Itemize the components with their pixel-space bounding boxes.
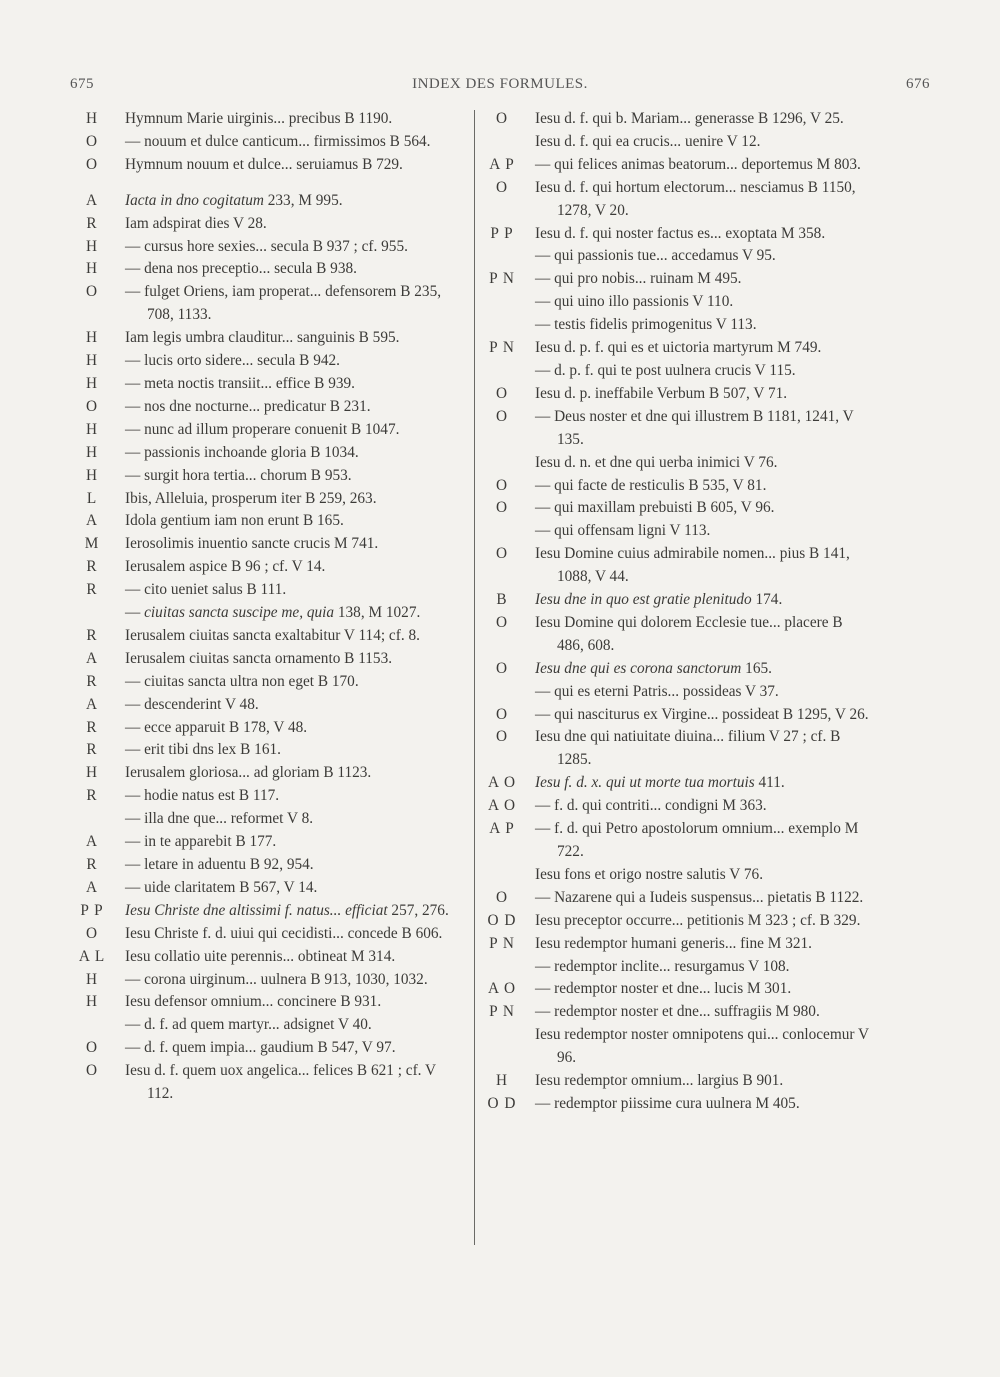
entry-type-tag: R	[86, 558, 98, 576]
entry-type-tag: O	[85, 155, 99, 173]
entry-type-tag: O	[495, 545, 509, 563]
index-entry	[482, 223, 870, 246]
index-entry	[72, 108, 464, 131]
entry-type-tag: P P	[490, 224, 514, 242]
index-entry	[482, 452, 870, 475]
entry-text: — qui nasciturus ex Virgine... possideat B 1295, V 26.	[535, 705, 869, 723]
index-entry	[482, 337, 870, 360]
entry-text: Iesu redemptor humani generis... fine M 321.	[535, 934, 812, 952]
entry-text: Iesu collatio uite perennis... obtineat M 314.	[125, 947, 396, 965]
entry-text: Iam adspirat dies V 28.	[125, 214, 267, 232]
entry-type-tag: A	[85, 512, 99, 530]
entry-type-tag: O	[495, 384, 509, 402]
entry-type-tag: P N	[489, 1003, 515, 1021]
entry-text: — passionis inchoande gloria B 1034.	[125, 443, 359, 461]
entry-type-tag: H	[85, 970, 99, 988]
entry-type-tag: A O	[487, 774, 517, 792]
entry-type-tag: H	[85, 110, 99, 127]
entry-text: Iesu d. n. et dne qui uerba inimici V 76.	[535, 453, 778, 471]
entry-type-tag: R	[86, 672, 98, 690]
entry-text: — uide claritatem B 567, V 14.	[125, 878, 318, 896]
entry-type-tag: A P	[489, 820, 515, 838]
entry-text: Iesu d. p. ineffabile Verbum B 507, V 71.	[535, 384, 788, 402]
entry-type-tag: H	[85, 374, 99, 392]
index-entry	[72, 465, 464, 488]
entry-type-tag: H	[495, 1072, 509, 1090]
index-entry	[72, 190, 464, 213]
index-entry	[72, 991, 464, 1014]
entry-text: Iesu fons et origo nostre salutis V 76.	[535, 865, 764, 883]
entry-text: — ciuitas sancta suscipe me, quia 138, M 1027.	[125, 604, 421, 622]
entry-text: — nunc ad illum properare conuenit B 1047.	[125, 420, 400, 438]
index-entry	[482, 956, 870, 979]
page-number-right: 676	[906, 76, 930, 92]
index-entry	[72, 442, 464, 465]
entry-type-tag: O D	[487, 911, 517, 929]
index-entry	[72, 808, 464, 831]
index-entry	[482, 314, 870, 337]
running-header	[70, 76, 930, 98]
section-gap	[72, 177, 464, 190]
index-entry	[72, 625, 464, 648]
entry-text: Iesu Christe f. d. uiui qui cecidisti... concede B 606.	[125, 924, 443, 942]
index-entry	[72, 1060, 464, 1106]
page-title: INDEX DES FORMULES.	[412, 76, 588, 92]
index-entry	[482, 1001, 870, 1024]
entry-type-tag: P N	[489, 270, 515, 288]
index-entry	[72, 488, 464, 511]
index-entry	[482, 383, 870, 406]
entry-type-tag: O D	[487, 1094, 517, 1112]
entry-text: Ierosolimis inuentio sancte crucis M 741.	[125, 535, 379, 553]
entry-type-tag: O	[495, 888, 509, 906]
index-entry	[482, 612, 870, 658]
index-entry	[482, 910, 870, 933]
entry-type-tag: R	[86, 718, 98, 736]
index-entry	[482, 658, 870, 681]
entry-type-tag: O	[495, 659, 509, 677]
entry-text: Iesu dne qui es corona sanctorum 165.	[535, 659, 772, 677]
entry-text: — f. d. qui contriti... condigni M 363.	[535, 797, 767, 815]
index-entry	[482, 589, 870, 612]
entry-type-tag: A	[85, 878, 99, 896]
entry-type-tag: R	[86, 787, 98, 805]
index-entry	[482, 291, 870, 314]
entry-type-tag: O	[495, 705, 509, 723]
entry-type-tag: O	[495, 499, 509, 517]
index-entry	[72, 648, 464, 671]
entry-text: Iesu redemptor noster omnipotens qui... conlocemur V 96.	[535, 1026, 869, 1067]
entry-text: — hodie natus est B 117.	[125, 787, 280, 805]
index-entry	[482, 268, 870, 291]
index-entry	[482, 933, 870, 956]
entry-type-tag: A O	[487, 980, 517, 998]
index-entry	[72, 831, 464, 854]
index-entry	[72, 900, 464, 923]
entry-text: — letare in aduentu B 92, 954.	[125, 856, 314, 873]
index-entry	[72, 419, 464, 442]
entry-type-tag: H	[85, 993, 99, 1011]
index-entry	[72, 694, 464, 717]
entry-text: — nos dne nocturne... predicatur B 231.	[125, 397, 371, 415]
entry-text: Iesu redemptor omnium... largius B 901.	[535, 1072, 784, 1090]
entry-text: — qui es eterni Patris... possideas V 37.	[535, 682, 779, 700]
entry-type-tag: O	[495, 407, 509, 425]
right-column	[482, 108, 870, 1116]
entry-text: Iesu Domine cuius admirabile nomen... pius B 141, 1088, V 44.	[535, 545, 850, 586]
entry-text: — qui maxillam prebuisti B 605, V 96.	[535, 499, 775, 517]
entry-text: Iesu d. p. f. qui es et uictoria martyrum M 749.	[535, 339, 822, 357]
index-entry	[482, 772, 870, 795]
entry-type-tag: H	[85, 764, 99, 782]
entry-type-tag: H	[85, 420, 99, 438]
index-entry	[482, 475, 870, 498]
entry-type-tag: L	[86, 489, 98, 507]
entry-text: — in te apparebit B 177.	[125, 833, 277, 851]
index-entry	[72, 762, 464, 785]
entry-text: — qui felices animas beatorum... deportemus M 803.	[535, 155, 861, 173]
index-entry	[482, 406, 870, 452]
entry-type-tag: O	[495, 613, 509, 631]
entry-type-tag: P N	[489, 934, 515, 952]
entry-text: — qui offensam ligni V 113.	[535, 522, 711, 540]
entry-text: — meta noctis transiit... effice B 939.	[125, 374, 355, 392]
entry-type-tag: R	[86, 581, 98, 599]
entry-type-tag: O	[85, 283, 99, 301]
index-entry	[72, 579, 464, 602]
entry-text: Iesu dne qui natiuitate diuina... filium V 27 ; cf. B 1285.	[535, 728, 841, 769]
entry-text: — nouum et dulce canticum... firmissimos B 564.	[125, 132, 431, 150]
entry-text: — ecce apparuit B 178, V 48.	[125, 718, 308, 736]
entry-type-tag: P N	[489, 339, 515, 357]
entry-text: Hymnum nouum et dulce... seruiamus B 729.	[125, 155, 403, 173]
entry-text: Hymnum Marie uirginis... precibus B 1190.	[125, 110, 393, 127]
entry-type-tag: O	[85, 1039, 99, 1057]
entry-type-tag: O	[495, 178, 509, 196]
index-entry	[72, 854, 464, 877]
entry-text: Iacta in dno cogitatum 233, M 995.	[125, 191, 343, 209]
index-entry	[72, 281, 464, 327]
index-entry	[72, 396, 464, 419]
entry-type-tag: O	[85, 1062, 99, 1080]
entry-text: — testis fidelis primogenitus V 113.	[535, 316, 757, 334]
entry-text: — corona uirginum... uulnera B 913, 1030, 1032.	[125, 970, 428, 988]
index-entry	[482, 1093, 870, 1116]
entry-type-tag: H	[85, 466, 99, 484]
entry-text: — d. f. ad quem martyr... adsignet V 40.	[125, 1016, 372, 1034]
entry-text: — Deus noster et dne qui illustrem B 1181, 1241, V 135.	[535, 407, 854, 448]
entry-text: Iesu Christe dne altissimi f. natus... efficiat 257, 276.	[125, 901, 449, 919]
entry-text: — d. f. quem impia... gaudium B 547, V 97.	[125, 1039, 396, 1057]
entry-text: — qui facte de resticulis B 535, V 81.	[535, 476, 767, 494]
entry-text: — ciuitas sancta ultra non eget B 170.	[125, 672, 359, 690]
entry-text: Iesu f. d. x. qui ut morte tua mortuis 411.	[535, 774, 785, 792]
entry-text: — surgit hora tertia... chorum B 953.	[125, 466, 352, 484]
entry-type-tag: A L	[78, 947, 106, 965]
index-entry	[482, 360, 870, 383]
entry-text: — d. p. f. qui te post uulnera crucis V 115.	[535, 361, 796, 379]
index-entry	[72, 877, 464, 900]
entry-type-tag: A O	[487, 797, 517, 815]
entry-type-tag: O	[85, 924, 99, 942]
index-entry	[72, 739, 464, 762]
entry-type-tag: O	[85, 132, 99, 150]
entry-text: Iesu preceptor occurre... petitionis M 323 ; cf. B 329.	[535, 911, 861, 929]
index-entry	[482, 1070, 870, 1093]
index-entry	[72, 350, 464, 373]
index-entry	[72, 131, 464, 154]
index-entry	[482, 245, 870, 268]
index-entry	[482, 726, 870, 772]
entry-text: — qui passionis tue... accedamus V 95.	[535, 247, 776, 265]
entry-text: Iesu defensor omnium... concinere B 931.	[125, 993, 382, 1011]
index-entry	[72, 1014, 464, 1037]
index-entry	[482, 864, 870, 887]
entry-text: — erit tibi dns lex B 161.	[125, 741, 281, 759]
page-number-left: 675	[70, 76, 94, 92]
entry-text: — qui pro nobis... ruinam M 495.	[535, 270, 742, 288]
entry-text: Iesu d. f. qui b. Mariam... generasse B 1296, V 25.	[535, 110, 844, 127]
entry-type-tag: H	[85, 237, 99, 255]
entry-type-tag: A P	[489, 155, 515, 173]
entry-type-tag: R	[86, 214, 98, 232]
entry-type-tag: O	[495, 728, 509, 746]
index-entry	[482, 543, 870, 589]
index-entry	[72, 1037, 464, 1060]
entry-text: — lucis orto sidere... secula B 942.	[125, 352, 340, 370]
entry-text: Ibis, Alleluia, prosperum iter B 259, 263.	[125, 489, 377, 507]
entry-text: — dena nos preceptio... secula B 938.	[125, 260, 357, 278]
entry-type-tag: R	[86, 856, 98, 873]
entry-text: — cito ueniet salus B 111.	[125, 581, 287, 599]
left-column	[72, 108, 464, 1106]
entry-type-tag: H	[85, 443, 99, 461]
index-entry	[482, 520, 870, 543]
entry-type-tag: R	[86, 626, 98, 644]
entry-text: Iesu d. f. qui hortum electorum... nesciamus B 1150, 1278, V 20.	[535, 178, 856, 219]
index-entry	[72, 785, 464, 808]
entry-text: — redemptor noster et dne... lucis M 301.	[535, 980, 792, 998]
index-entry	[482, 681, 870, 704]
entry-text: — cursus hore sexies... secula B 937 ; cf. 955.	[125, 237, 408, 255]
index-entry	[72, 533, 464, 556]
entry-text: Iesu d. f. qui ea crucis... uenire V 12.	[535, 132, 761, 150]
entry-type-tag: B	[496, 591, 508, 609]
index-entry	[72, 327, 464, 350]
entry-text: Ierusalem ciuitas sancta ornamento B 1153.	[125, 649, 393, 667]
entry-type-tag: O	[85, 397, 99, 415]
entry-text: — redemptor inclite... resurgamus V 108.	[535, 957, 790, 975]
index-entry	[72, 556, 464, 579]
entry-type-tag: H	[85, 329, 99, 347]
index-entry	[72, 154, 464, 177]
entry-type-tag: H	[85, 260, 99, 278]
entry-text: Ierusalem ciuitas sancta exaltabitur V 114; cf. 8.	[125, 626, 420, 644]
entry-text: — Nazarene qui a Iudeis suspensus... pietatis B 1122.	[535, 888, 864, 906]
entry-text: Iesu d. f. qui noster factus es... exoptata M 358.	[535, 224, 826, 242]
index-entry	[482, 887, 870, 910]
entry-text: — fulget Oriens, iam properat... defensorem B 235, 708, 1133.	[125, 283, 442, 324]
index-entry	[482, 108, 870, 131]
entry-text: — qui uino illo passionis V 110.	[535, 293, 734, 311]
index-entry	[72, 373, 464, 396]
entry-type-tag: O	[495, 476, 509, 494]
entry-type-tag: M	[84, 535, 100, 553]
index-entry	[482, 818, 870, 864]
index-entry	[72, 510, 464, 533]
entry-type-tag: R	[86, 741, 98, 759]
entry-text: — illa dne que... reformet V 8.	[125, 810, 314, 828]
index-entry	[72, 236, 464, 259]
entry-text: Ierusalem gloriosa... ad gloriam B 1123.	[125, 764, 372, 782]
index-entry	[482, 177, 870, 223]
index-entry	[482, 131, 870, 154]
entry-text: — redemptor noster et dne... suffragiis M 980.	[535, 1003, 820, 1021]
entry-text: Idola gentium iam non erunt B 165.	[125, 512, 344, 530]
index-entry	[482, 154, 870, 177]
index-entry	[72, 602, 464, 625]
index-entry	[482, 497, 870, 520]
entry-text: — descenderint V 48.	[125, 695, 259, 713]
entry-type-tag: A	[85, 833, 99, 851]
entry-type-tag: A	[85, 695, 99, 713]
index-entry	[72, 671, 464, 694]
index-entry	[72, 213, 464, 236]
entry-type-tag: H	[85, 352, 99, 370]
entry-text: Ierusalem aspice B 96 ; cf. V 14.	[125, 558, 326, 576]
entry-text: Iam legis umbra clauditur... sanguinis B 595.	[125, 329, 400, 347]
entry-text: — redemptor piissime cura uulnera M 405.	[535, 1094, 800, 1112]
entry-text: — f. d. qui Petro apostolorum omnium... exemplo M 722.	[535, 820, 859, 860]
entry-type-tag: A	[85, 191, 99, 209]
index-entry	[72, 717, 464, 740]
index-entry	[482, 1024, 870, 1070]
index-entry	[72, 969, 464, 992]
entry-type-tag: O	[495, 110, 509, 127]
entry-type-tag: P P	[80, 901, 104, 919]
entry-text: Iesu d. f. quem uox angelica... felices B 621 ; cf. V 112.	[125, 1062, 436, 1103]
index-entry	[482, 795, 870, 818]
column-divider	[474, 110, 475, 1245]
index-entry	[482, 978, 870, 1001]
entry-text: Iesu Domine qui dolorem Ecclesie tue... placere B 486, 608.	[535, 613, 843, 654]
entry-type-tag: A	[85, 649, 99, 667]
entry-text: Iesu dne in quo est gratie plenitudo 174.	[535, 591, 783, 609]
index-entry	[72, 923, 464, 946]
index-entry	[482, 704, 870, 727]
index-entry	[72, 258, 464, 281]
index-entry	[72, 946, 464, 969]
